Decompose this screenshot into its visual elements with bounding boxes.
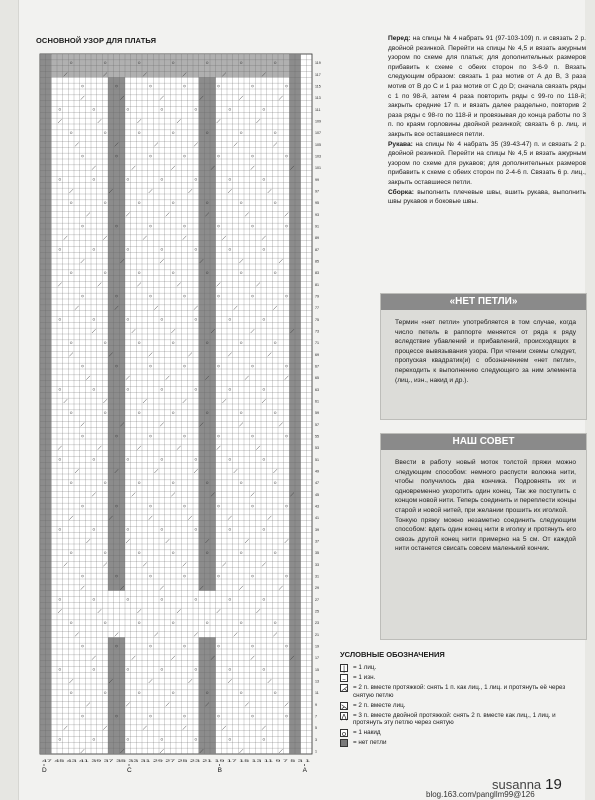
no-stitch-box-text: Термин «нет петли» употребляется в том случае, когда число петель в раппорте меняется от ряда к ряду вследствие убавлений и прибавлений, происходящих в процессе вывязывания узора. При чтении схемы следует, пропуская квадратик(и) с обозначением «нет петли», переходить к выполнению следующего за ним элемента (лиц., изн., накид и др.). [395,319,576,384]
row-number: 7 [315,714,317,719]
knitting-chart [36,46,336,776]
legend-item-text: = 1 изн. [353,674,376,681]
magazine-name: susanna [492,777,542,792]
legend-item [340,712,578,728]
row-number: 45 [315,492,319,497]
front-instructions [388,34,586,140]
row-number: 61 [315,399,319,404]
row-number: 55 [315,434,319,439]
row-number: 103 [315,154,321,159]
front-text: на спицы № 4 набрать 91 (97-103-109) п. и связать 2 р. двойной резинкой. Перейти на спицы № 4,5 и вязать ажурным узором по схеме для платья; для дополнительных размеров прибавить к схеме с обеих сторон по 3-6-9 п. Вязать следующим образом: связать 1 раз мотив от А до В, 3 раза мотив от В до С и 1 раз мотив от С до D; сначала связать ряды с 1 по 98-й, затем 4 раза повторить ряды с 99-го по 118-й; закрыть средние 17 п. и вязать далее раздельно, повторив 2 раза ряды с 98-го по 118-й и провязывая до конца работы по 3 п. по краям горловины двойной резинкой; связать 6 р. лиц. и закрыть все оставшиеся петли. [388,35,586,138]
instructions-column [388,34,586,207]
row-number: 115 [315,84,321,89]
legend-item-text: = 1 лиц. [353,664,377,671]
row-number: 63 [315,387,319,392]
legend-item [340,674,578,682]
knitting-chart-grid [36,46,336,776]
legend-item [340,729,578,737]
legend-item-text: = нет петли [353,739,387,747]
row-number: 29 [315,586,319,591]
legend [340,650,578,749]
chart-title: ОСНОВНОЙ УЗОР ДЛЯ ПЛАТЬЯ [36,36,157,45]
source-url: blog.163.com/pangllm99@126 [426,790,535,799]
row-number: 41 [315,516,319,521]
row-number: 109 [315,119,321,124]
row-number: 85 [315,259,319,264]
row-number: 31 [315,574,319,579]
row-number: 53 [315,446,319,451]
row-number: 57 [315,422,319,427]
section-letter: A [302,767,308,774]
legend-item-text: = 1 накид [353,729,381,737]
row-number: 19 [315,644,319,649]
row-number: 43 [315,504,319,509]
section-letter: D [42,767,47,774]
row-number: 75 [315,317,319,322]
row-number: 1 [315,749,317,754]
row-number: 13 [315,679,319,684]
row-number: 59 [315,411,319,416]
row-number: 39 [315,527,319,532]
row-number: 99 [315,177,319,182]
legend-item-text: = 3 п. вместе двойной протяжкой: снять 2 п. вместе как лиц., 1 лиц. и протянуть эту петлю через снятую [353,711,556,727]
row-number: 69 [315,352,319,357]
advice-text-2: Тонкую пряжу можно незаметно соединить следующим способом: вдеть один конец нити в иголку и протянуть его сквозь другой конец нити примерно на 5 см. От каждой нити останется свисать совсем маленький кончик. [395,516,576,553]
assembly-text: выполнить плечевые швы, вшить рукава, выполнить швы рукавов и боковые швы. [388,188,586,206]
row-number: 73 [315,329,319,334]
legend-title: УСЛОВНЫЕ ОБОЗНАЧЕНИЯ [340,650,445,659]
legend-item-text: = 2 п. вместе лиц. [353,701,406,709]
row-number: 5 [315,726,317,731]
stitch-symbol-icon: ⋌ [341,685,348,693]
stitch-symbol-icon: o [341,730,347,739]
sleeves-instructions [388,140,586,188]
row-number: 21 [315,632,319,637]
page-number: 19 [545,776,562,793]
stitch-symbol-icon: ⋀ [341,712,347,721]
row-number: 89 [315,236,319,241]
row-number: 117 [315,72,321,77]
row-number: 65 [315,376,319,381]
row-number: 111 [315,107,321,112]
advice-text-1: Ввести в работу новый моток толстой пряжи можно следующим способом: немного распусти волокна нити, чтобы получилось два кончика. Подровнять их и одновременно укоротить один конец. Так же поступить с концом новой нити. Теперь соединить и переплести концы старой и новой нитей, при желании прошить их иголкой. [395,459,576,514]
stitch-symbol-icon: – [340,674,348,682]
row-number: 95 [315,201,319,206]
chart-gridlines [40,54,312,754]
sleeves-text: на спицы № 4 набрать 35 (39-43-47) п. и связать 2 р. двойной резинкой. Перейти на спицы № 4,5 и вязать ажурным узором по схеме для рукавов; для дополнительных размеров прибавить к схеме с обеих сторон по 2-4-6 п. Связать 6 р. лиц., закрыть оставшиеся петли. [388,140,586,186]
row-number: 83 [315,271,319,276]
row-number: 81 [315,282,319,287]
legend-item [340,739,578,747]
no-stitch-box-title: «НЕТ ПЕТЛИ» [381,294,586,310]
legend-item [340,664,578,672]
row-number: 93 [315,212,319,217]
row-number: 101 [315,166,321,171]
row-number: 113 [315,96,321,101]
stitch-symbol-icon: | [340,664,348,672]
row-number: 17 [315,656,319,661]
row-number: 23 [315,621,319,626]
row-number: 107 [315,131,321,136]
advice-box-title: НАШ СОВЕТ [381,434,586,450]
legend-list [340,664,578,747]
row-number: 119 [315,61,321,66]
legend-item-text: = 2 п. вместе протяжкой: снять 1 п. как лиц., 1 лиц. и протянуть её через снятую петлю [353,684,566,699]
row-number: 51 [315,457,319,462]
row-number: 49 [315,469,319,474]
row-number: 9 [315,702,317,707]
row-number: 79 [315,294,319,299]
row-number: 3 [315,737,317,742]
row-number: 27 [315,597,319,602]
row-number: 35 [315,551,319,556]
assembly-instructions [388,188,586,207]
row-number: 25 [315,609,319,614]
row-number: 87 [315,247,319,252]
row-number: 91 [315,224,319,229]
advice-box-body [381,450,586,560]
row-number: 105 [315,142,321,147]
page-gutter [0,0,19,800]
row-number: 67 [315,364,319,369]
sleeves-heading: Рукава: [388,140,413,148]
advice-box [380,433,587,640]
row-number: 77 [315,306,319,311]
front-heading: Перед: [388,35,411,42]
row-number: 97 [315,189,319,194]
legend-item [340,702,578,710]
row-number: 33 [315,562,319,567]
column-numbers: 47 45 43 41 39 37 35 33 31 29 27 25 23 21 19 17 15 13 11 9 7 5 3 1 [42,759,311,763]
assembly-heading: Сборка: [388,188,414,196]
row-number: 47 [315,481,319,486]
row-number: 11 [315,691,319,696]
row-number: 15 [315,667,319,672]
section-letter: B [217,767,223,774]
no-stitch-box [380,293,587,420]
row-number: 71 [315,341,319,346]
no-stitch-symbol-icon [340,739,348,747]
section-letter: C [127,767,132,774]
stitch-symbol-icon: ⋋ [341,702,348,711]
row-number: 37 [315,539,319,544]
legend-item [340,684,578,700]
